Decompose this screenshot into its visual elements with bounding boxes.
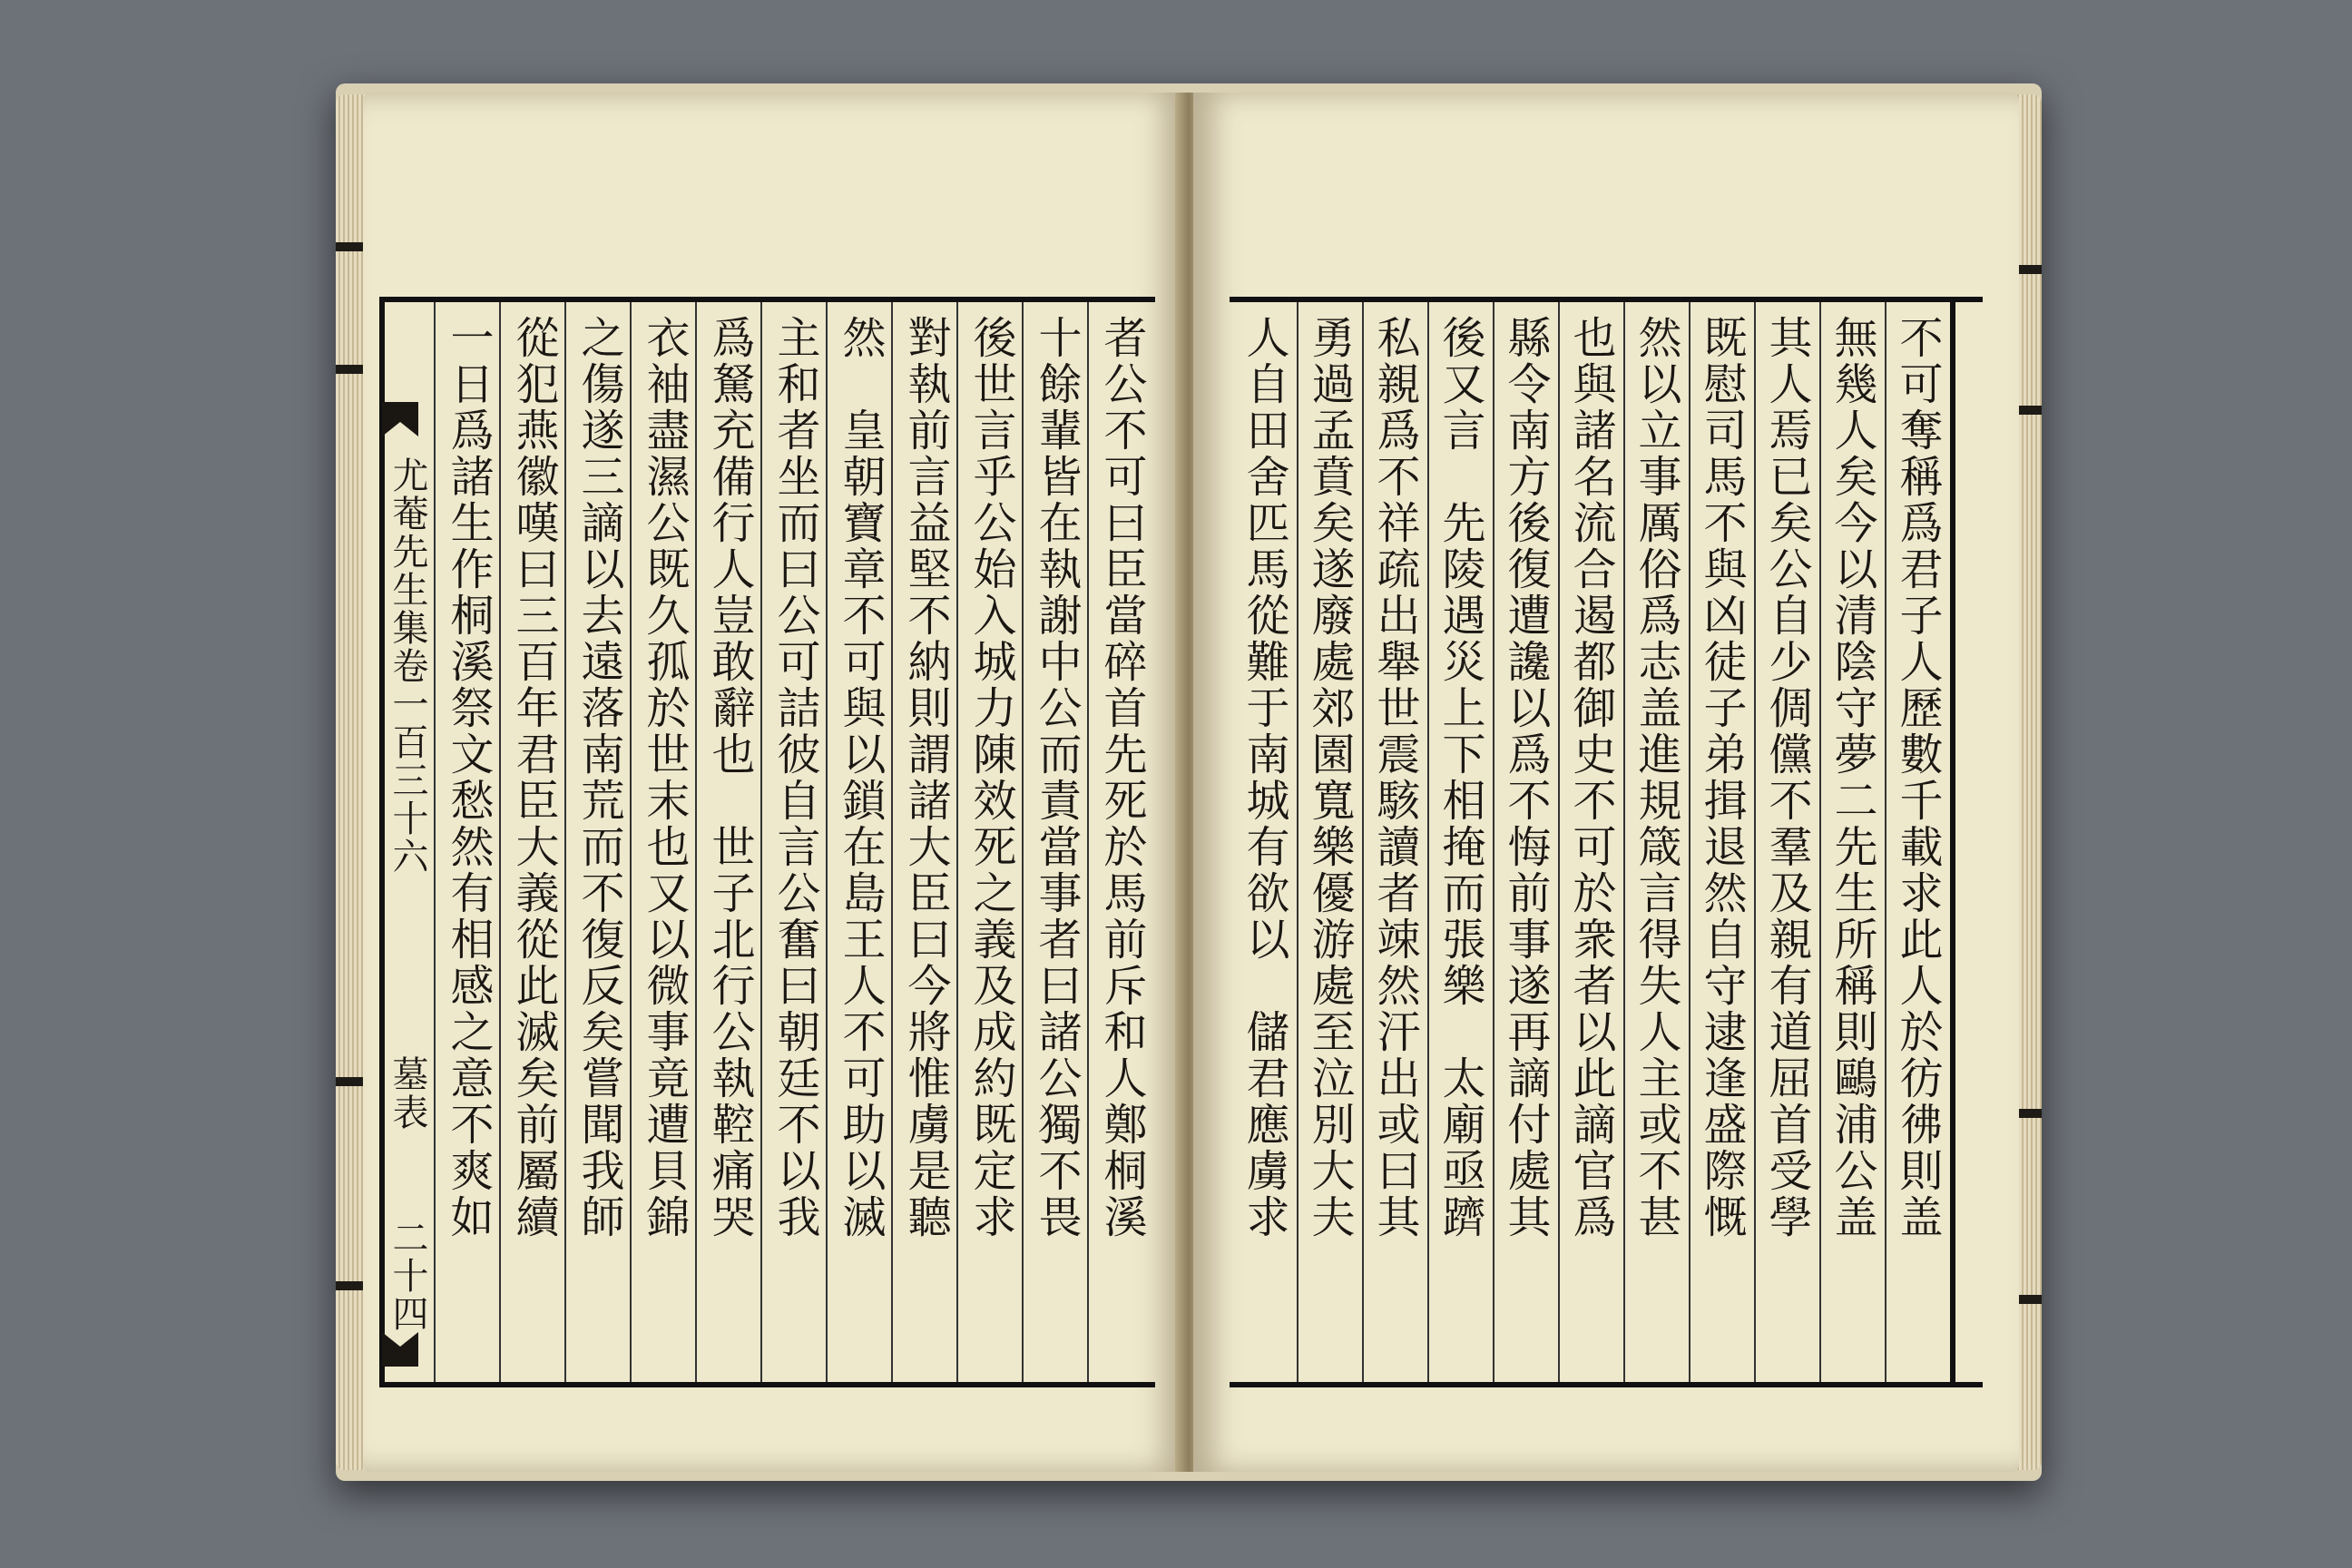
text-column: 縣令南方後復遭讒以爲不悔前事遂再謫付處其 (1500, 315, 1551, 1240)
text-column: 從犯燕徽嘆曰三百年君臣大義從此滅矣前屬續 (508, 315, 559, 1240)
text-column: 勇過孟賁矣遂廢處郊園寬樂優游處至泣別大夫 (1304, 315, 1355, 1240)
text-column: 衣袖盡濕公既久孤於世末也又以微事竟遭貝錦 (639, 315, 690, 1240)
text-column: 者公不可曰臣當碎首先死於馬前斥和人鄭桐溪 (1096, 315, 1147, 1240)
text-column: 私親爲不祥疏出舉世震駭讀者竦然汗出或曰其 (1369, 315, 1420, 1240)
text-column: 對執前言益堅不納則謂諸大臣曰今將惟虜是聽 (900, 315, 951, 1240)
text-column: 十餘輩皆在執謝中公而責當事者曰諸公獨不畏 (1031, 315, 1082, 1240)
text-column: 後又言 先陵遇災上下相掩而張樂 太廟亟躋 (1435, 315, 1485, 1240)
text-column: 也與諸名流合遏都御史不可於衆者以此謫官爲 (1565, 315, 1616, 1240)
right-page (1193, 93, 2019, 1472)
fishtail-mark-bottom-icon (382, 1332, 418, 1367)
open-book (336, 83, 2042, 1481)
text-column: 之傷遂三謫以去遠落南荒而不復反矣嘗聞我師 (573, 315, 624, 1240)
text-column: 主和者坐而曰公可詰彼自言公奮曰朝廷不以我 (769, 315, 820, 1240)
left-page (363, 93, 1184, 1472)
text-column: 後世言乎公始入城力陳效死之義及成約既定求 (965, 315, 1016, 1240)
folio-number: 二十四 (387, 1219, 428, 1333)
text-column: 爲駑充備行人豈敢辭也 世子北行公執鞚痛哭 (704, 315, 755, 1240)
text-column: 不可奪稱爲君子人歷數千載求此人於彷彿則盖 (1892, 315, 1943, 1240)
margin-title: 尤菴先生集卷一百三十六 (387, 456, 428, 876)
text-column: 其人焉已矣公自少倜儻不羣及親有道屈首受學 (1761, 315, 1812, 1240)
text-column: 既慰司馬不與凶徒子弟揖退然自守逮逢盛際慨 (1696, 315, 1747, 1240)
text-column: 一日爲諸生作桐溪祭文愁然有相感之意不爽如 (443, 315, 494, 1240)
text-column: 無幾人矣今以清陰守夢二先生所稱則鷗浦公盖 (1827, 315, 1877, 1240)
text-column: 然以立事厲俗爲志盖進規箴言得失人主或不甚 (1631, 315, 1681, 1240)
text-column: 然 皇朝寶章不可與以鎖在島王人不可助以滅 (835, 315, 886, 1240)
fishtail-mark-top-icon (382, 402, 418, 436)
text-column: 人自田舍匹馬從難于南城有欲以 儲君應虜求 (1239, 315, 1289, 1240)
left-print-block (379, 297, 1155, 1387)
margin-section: 墓表 (387, 1055, 428, 1132)
right-print-block (1230, 297, 1983, 1387)
